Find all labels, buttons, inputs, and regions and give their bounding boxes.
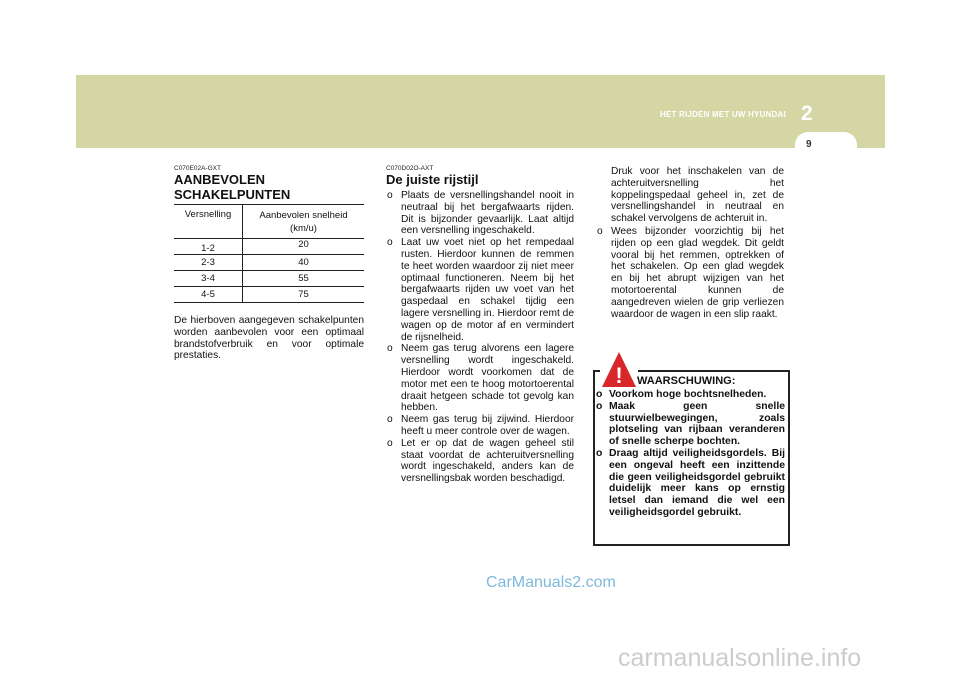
bullet: o — [387, 414, 393, 426]
shift-points-note: De hierboven aangegeven schakelpunten worden aanbevolen voor een optimaal brandstofverbruik en voor optimale prestaties. — [174, 315, 364, 362]
list-item-text: Let er op dat de wagen geheel stil staat voordat de achteruitversnelling wordt ingeschakeld, anders kan de versnellingsbak worden beschadigd. — [401, 437, 574, 485]
table-cell-speed: 40 — [243, 255, 365, 271]
list-item-text: Voorkom hoge bochtsnelheden. — [609, 389, 767, 400]
table-row — [174, 287, 364, 303]
driving-tips-list — [386, 190, 574, 485]
chapter-number: 2 — [801, 102, 813, 125]
table-header-row — [174, 205, 364, 239]
table-cell-speed: 55 — [243, 271, 365, 287]
svg-text:!: ! — [615, 363, 623, 388]
table-header-gear: Versnelling — [174, 205, 243, 239]
table-cell-gear: 4-5 — [174, 287, 243, 303]
list-item-text: Laat uw voet niet op het rempedaal rusten. Hierdoor kunnen de remmen te heet worden waardoor zij niet meer optimaal functioneren. Neem bij het bergafwaarts rijden uw voet van het gaspedaal en schakel tijdig een lagere versnelling in. Hierdoor remt de wagen op de motor af en vermindert de rijsnelheid. — [401, 237, 574, 343]
list-item — [596, 389, 785, 401]
table-cell-gear: 2-3 — [174, 255, 243, 271]
table-cell-speed: 75 — [243, 287, 365, 303]
table-cell-gear: 3-4 — [174, 271, 243, 287]
shift-points-table — [174, 204, 364, 303]
section-title-line2: SCHAKELPUNTEN — [174, 187, 291, 202]
section-title-line1: AANBEVOLEN — [174, 172, 266, 187]
list-item — [386, 438, 574, 485]
bullet: o — [387, 237, 393, 249]
list-item — [596, 448, 785, 519]
table-cell-speed: 20 — [243, 239, 365, 255]
section-code-driving-style: C070D02O-AXT — [386, 165, 434, 172]
table-header-speed-label: Aanbevolen snelheid — [259, 210, 348, 221]
chapter-title: HET RIJDEN MET UW HYUNDAI — [660, 110, 786, 119]
list-item-text: Neem gas terug bij zijwind. Hierdoor heeft u meer controle over de wagen. — [401, 414, 574, 437]
list-item-text: Wees bijzonder voorzichtig bij het rijden op een glad wegdek. Dit geldt vooral bij het remmen, optrekken of het schakelen. Op een glad wegdek en bij het abrupt wijzigen van het motortoerental kunnen de aangedreven wielen de grip verliezen waardoor de wagen in een slip raakt. — [611, 226, 784, 320]
watermark-carmanualsonline: carmanualsonline.info — [618, 644, 862, 672]
table-header-speed — [243, 205, 365, 239]
bullet: o — [596, 447, 603, 459]
warning-icon — [600, 350, 638, 390]
page-number-tab — [795, 132, 857, 158]
list-item-text: Plaats de versnellingshandel nooit in neutraal bij het bergafwaarts rijden. Dit is bijzonder gevaarlijk. Laat altijd een versnelling ingeschakeld. — [401, 190, 574, 237]
list-item — [386, 343, 574, 414]
table-row — [174, 271, 364, 287]
list-item — [596, 226, 784, 320]
list-item-text: Draag altijd veiligheidsgordels. Bij een ongeval heeft een inzittende die geen veiligheidsgordel gebruikt duidelijk meer kans op ernstig letsel dan iemand die wel een veiligheidsgordel gebruikt. — [609, 447, 785, 518]
list-item — [386, 190, 574, 237]
bullet: o — [387, 343, 393, 355]
slippery-road-list — [596, 226, 784, 320]
list-item-text: Maak geen snelle stuurwielbewegingen, zoals plotseling van rijbaan veranderen of snelle scherpe bochten. — [609, 400, 785, 448]
section-code-shift-points: C070E02A-GXT — [174, 165, 221, 172]
table-cell-gear: 1-2 — [174, 239, 243, 255]
table-row — [174, 239, 364, 255]
section-title-driving-style: De juiste rijstijl — [386, 172, 479, 187]
watermark-carmanuals2[interactable]: CarManuals2.com — [486, 574, 616, 591]
list-item — [596, 401, 785, 448]
bullet: o — [596, 400, 603, 412]
bullet: o — [387, 190, 393, 201]
list-item — [386, 414, 574, 438]
reverse-gear-continuation: Druk voor het inschakelen van de achteruitversnelling het koppelingspedaal geheel in, zet de versnellingshandel in neutraal en schakel vervolgens de achteruit in. — [611, 166, 784, 225]
table-header-speed-unit: (km/u) — [290, 223, 317, 234]
list-item-text: Neem gas terug alvorens een lagere versnelling wordt ingeschakeld. Hierdoor wordt voorkomen dat de motor met een te hoog motortoerental draait hetgeen schade tot gevolg kan hebben. — [401, 343, 574, 414]
bullet: o — [387, 437, 393, 449]
bullet: o — [597, 226, 603, 237]
warning-title: WAARSCHUWING: — [637, 375, 736, 387]
page-number: 9 — [806, 139, 812, 150]
list-item — [386, 237, 574, 343]
table-row — [174, 255, 364, 271]
section-title-shift-points — [174, 172, 290, 202]
warning-list — [596, 389, 785, 519]
bullet: o — [596, 389, 603, 400]
